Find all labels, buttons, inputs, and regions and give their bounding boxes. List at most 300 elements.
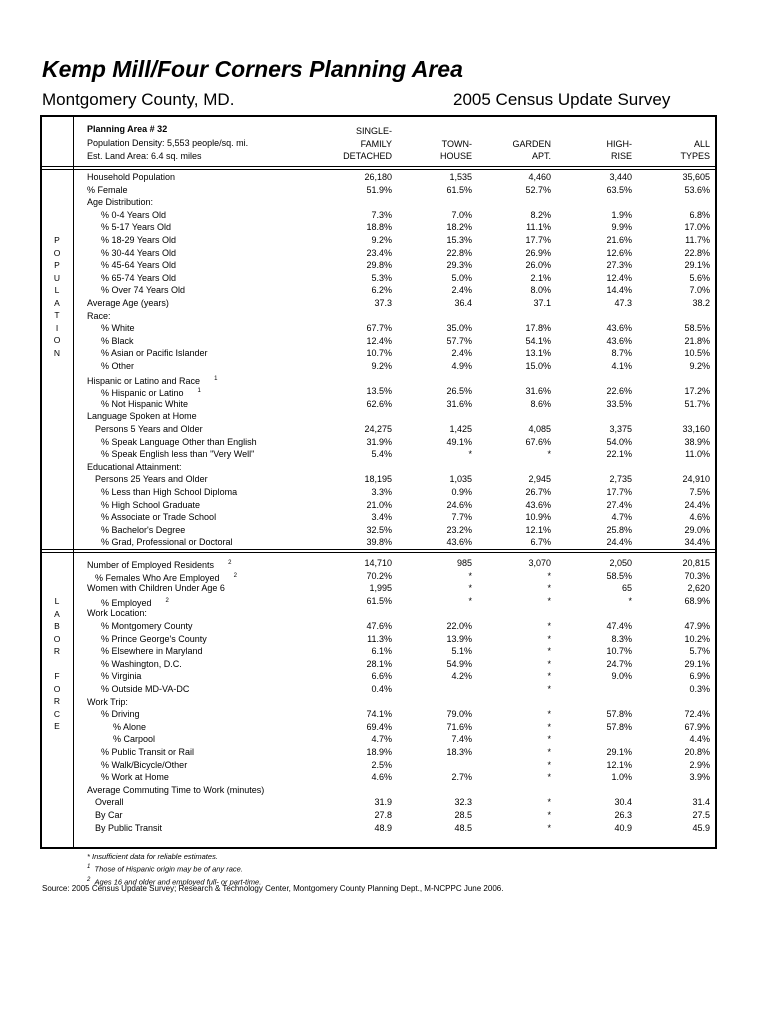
row-value: 26,180 [364, 172, 392, 182]
table-row [0, 784, 768, 797]
table-row [0, 570, 768, 583]
side-letter: A [54, 608, 60, 619]
row-value: 11.1% [526, 222, 551, 233]
row-value: 2,945 [528, 474, 551, 485]
row-value: 45.9 [692, 822, 710, 833]
table-row [0, 385, 768, 398]
table-row [0, 633, 768, 646]
row-value: 23.4% [366, 247, 392, 258]
row-value: 54.1% [525, 335, 551, 346]
row-value: 22.6% [606, 386, 632, 397]
row-label: Language Spoken at Home [87, 411, 197, 422]
county-subtitle: Montgomery County, MD. [42, 90, 235, 109]
row-value: 20,815 [682, 558, 710, 568]
row-value: 0.3% [689, 684, 710, 694]
row-value: 3.4% [371, 512, 392, 523]
row-label: % Washington, D.C. [101, 658, 182, 669]
row-value: 7.0% [689, 285, 710, 296]
table-row [0, 284, 768, 297]
row-label: % Over 74 Years Old [101, 285, 186, 296]
row-value: * [547, 684, 551, 694]
side-letter: N [53, 347, 61, 358]
row-value: 29.1% [684, 260, 710, 271]
table-row [0, 373, 768, 386]
row-label: % Elsewhere in Maryland [101, 646, 203, 657]
table-row [0, 733, 768, 746]
row-value: 43.6% [606, 335, 632, 346]
row-label: % 30-44 Years Old [101, 247, 177, 258]
row-value: 51.9% [366, 184, 392, 195]
row-value: 17.7% [525, 235, 551, 245]
row-label: % Females Who Are Employed $^2$ [95, 572, 237, 583]
table-row [0, 184, 768, 197]
row-value: 27.5 [692, 810, 710, 820]
row-label: Persons 5 Years and Older [95, 424, 203, 434]
row-value: 69.4% [366, 721, 392, 732]
col-header-high-rise: HIGH- RISE [606, 138, 632, 161]
row-value: 9.2% [371, 235, 392, 245]
row-value: 7.4% [451, 734, 472, 745]
row-value: * [547, 621, 551, 631]
row-value: 33,160 [682, 424, 710, 434]
row-label: % Hispanic or Latino $^1$ [101, 388, 201, 399]
row-value: 4.6% [371, 772, 392, 783]
row-value: 26.3 [614, 810, 632, 820]
row-value: 1,995 [369, 583, 392, 594]
row-value: 4.7% [371, 734, 392, 745]
row-value: 35,605 [682, 172, 710, 182]
row-value: 74.1% [366, 709, 392, 720]
side-letter: P [54, 260, 60, 270]
row-value: * [547, 449, 551, 460]
row-value: 26.9% [525, 247, 551, 258]
row-value: 12.1% [525, 524, 551, 535]
row-label: % Outside MD-VA-DC [101, 684, 190, 694]
row-value: 26.0% [525, 260, 551, 271]
row-value: 29.0% [684, 524, 710, 535]
row-value: * [547, 734, 551, 745]
side-letter: R [53, 646, 61, 656]
row-value: 21.8% [684, 335, 710, 346]
table-row [0, 423, 768, 436]
row-value: 2.4% [451, 285, 472, 296]
row-label: % Employed $^2$ [101, 597, 169, 608]
row-value: 12.4% [606, 272, 632, 283]
row-value: 49.1% [446, 436, 472, 447]
row-label: % Black [101, 335, 134, 346]
row-value: 22.8% [684, 247, 710, 258]
land-area-label: Est. Land Area: 6.4 sq. miles [87, 151, 202, 161]
row-value: 2,620 [687, 583, 710, 594]
row-value: 985 [456, 558, 472, 568]
row-label: Age Distribution: [87, 197, 154, 208]
row-value: 15.3% [446, 235, 472, 245]
table-row [0, 297, 768, 310]
table-row [0, 822, 768, 835]
row-value: 32.5% [366, 524, 392, 535]
survey-subtitle: 2005 Census Update Survey [453, 90, 671, 109]
row-label: By Public Transit [95, 822, 163, 833]
side-letter: C [53, 708, 61, 719]
row-value: 4.9% [451, 361, 472, 371]
table-row [0, 360, 768, 373]
footnote-marker: 2 [233, 572, 237, 579]
table-row [0, 607, 768, 620]
row-value: 22.8% [446, 247, 472, 258]
row-value: 37.1 [533, 298, 551, 308]
row-value: 25.8% [606, 524, 632, 535]
row-value: 35.0% [446, 323, 472, 334]
row-label: % Montgomery County [101, 621, 193, 631]
row-value: 10.9% [525, 512, 551, 523]
footnotes [87, 851, 261, 887]
row-value: 63.5% [606, 184, 632, 195]
row-label: % Bachelor's Degree [101, 524, 186, 535]
row-value: * [468, 595, 472, 606]
row-value: 38.2 [692, 298, 710, 308]
row-value: 4.6% [689, 512, 710, 523]
row-value: 32.3 [454, 797, 472, 808]
row-value: 2.5% [371, 759, 392, 770]
row-value: 29.3% [446, 260, 472, 271]
row-value: 15.0% [525, 361, 551, 371]
side-letter: U [53, 272, 61, 283]
row-value: 70.3% [684, 570, 710, 581]
row-value: 22.0% [446, 621, 472, 631]
row-label: % Less than High School Diploma [101, 487, 238, 497]
table-row [0, 759, 768, 772]
row-label: Hispanic or Latino and Race $^1$ [87, 375, 218, 386]
row-label: % Other [101, 361, 135, 371]
row-value: 58.5% [684, 323, 710, 334]
row-value: 52.7% [525, 184, 551, 195]
row-value: * [547, 570, 551, 581]
row-label: Work Trip: [87, 696, 128, 707]
row-value: 18.9% [366, 747, 392, 757]
row-value: 11.3% [367, 633, 392, 644]
row-label: % White [101, 323, 135, 334]
row-label: % High School Graduate [101, 499, 201, 510]
row-value: 24,275 [364, 424, 392, 434]
row-value: 20.8% [684, 747, 710, 757]
row-value: * [628, 595, 632, 606]
table-row [0, 645, 768, 658]
row-value: 28.1% [366, 658, 392, 669]
row-value: 31.6% [446, 398, 472, 409]
row-value: 14,710 [364, 558, 392, 568]
row-value: 67.7% [366, 323, 392, 334]
table-row [0, 809, 768, 822]
table-row [0, 209, 768, 222]
row-value: 43.6% [606, 323, 632, 334]
table-row [0, 247, 768, 260]
row-value: 4,085 [528, 424, 551, 434]
table-row [0, 436, 768, 449]
row-value: 4.4% [689, 734, 710, 745]
row-value: 2.4% [451, 348, 472, 359]
row-label: Overall [95, 797, 124, 808]
table-row [0, 721, 768, 734]
row-value: 3,375 [609, 424, 632, 434]
table-row [0, 582, 768, 595]
row-label: By Car [95, 810, 123, 820]
row-value: 27.8 [374, 810, 392, 820]
side-letter: R [53, 696, 61, 706]
row-value: 2,735 [609, 474, 632, 485]
row-value: 53.6% [684, 184, 710, 195]
row-value: 51.7% [684, 398, 710, 409]
side-letter: T [54, 310, 60, 320]
row-label: % Female [87, 184, 128, 195]
row-label: % Virginia [101, 671, 142, 682]
row-value: 1,425 [449, 424, 472, 434]
row-value: 39.8% [366, 537, 392, 548]
table-row [0, 335, 768, 348]
row-value: 6.7% [530, 537, 551, 548]
row-label: % Walk/Bicycle/Other [101, 759, 188, 770]
row-value: 24.6% [446, 499, 472, 510]
table-row [0, 473, 768, 486]
row-value: 38.9% [684, 436, 710, 447]
row-value: 12.1% [606, 759, 632, 770]
row-value: 67.9% [684, 721, 710, 732]
col-header-townhouse: TOWN- HOUSE [439, 138, 472, 161]
row-value: 12.4% [366, 335, 392, 346]
row-label: Work Location: [87, 608, 147, 619]
row-value: 58.5% [606, 570, 632, 581]
row-value: 3,440 [609, 172, 632, 182]
row-value: 47.4% [606, 621, 632, 631]
row-value: 2.1% [530, 272, 551, 283]
side-letter: P [54, 235, 60, 245]
row-value: 71.6% [446, 721, 472, 732]
row-value: 9.0% [611, 671, 632, 682]
row-value: 10.2% [684, 633, 710, 644]
row-value: 54.9% [446, 658, 472, 669]
row-value: 57.7% [446, 335, 472, 346]
table-row [0, 310, 768, 323]
row-value: * [547, 721, 551, 732]
row-value: 6.8% [689, 209, 710, 220]
row-value: 54.0% [606, 436, 632, 447]
footnote-insufficient: * Insufficient data for reliable estimates. [87, 852, 218, 861]
row-value: 10.7% [606, 646, 632, 657]
row-value: 70.2% [366, 570, 392, 581]
table-row [0, 448, 768, 461]
row-value: 26.5% [446, 386, 472, 397]
row-label: Average Age (years) [87, 298, 169, 308]
row-value: 9.9% [611, 222, 632, 233]
side-letter: L [54, 285, 60, 295]
table-row [0, 620, 768, 633]
row-label: % Driving [101, 709, 140, 720]
row-value: 7.5% [689, 487, 710, 497]
side-letter: I [55, 322, 59, 333]
row-value: 10.7% [366, 348, 392, 359]
row-label: Educational Attainment: [87, 461, 182, 472]
table-row [0, 658, 768, 671]
row-value: 5.4% [371, 449, 392, 460]
row-value: 43.6% [525, 499, 551, 510]
row-value: 7.7% [451, 512, 472, 523]
col-header-garden-apt: GARDEN APT. [512, 138, 551, 161]
col-header-single-family: SINGLE- FAMILY DETACHED [343, 126, 392, 161]
row-value: 6.9% [689, 671, 710, 682]
side-letter: A [54, 297, 60, 308]
row-label: % 18-29 Years Old [101, 235, 177, 245]
table-row [0, 398, 768, 411]
row-label: % Public Transit or Rail [101, 747, 195, 757]
table-row [0, 196, 768, 209]
row-value: 33.5% [606, 398, 632, 409]
row-value: 18.3% [446, 747, 472, 757]
row-label: % Speak English less than "Very Well" [101, 449, 255, 460]
side-letter: E [54, 721, 60, 731]
row-value: 24.4% [606, 537, 632, 548]
footnote-1: $^1$ Those of Hispanic origin may be of any race. [87, 864, 243, 874]
row-value: 5.1% [451, 646, 472, 657]
row-value: 57.8% [606, 721, 632, 732]
row-value: 31.6% [525, 386, 551, 397]
row-value: 11.7% [685, 235, 710, 245]
row-value: 17.7% [606, 487, 632, 497]
row-value: 4.1% [611, 361, 632, 371]
table-row [0, 670, 768, 683]
row-value: 18.2% [446, 222, 472, 233]
row-label: % Speak Language Other than English [101, 436, 257, 447]
row-value: 18.8% [366, 222, 392, 233]
row-value: 1.0% [611, 772, 632, 783]
footnote-marker: 1 [197, 388, 201, 395]
row-label: % Associate or Trade School [101, 512, 217, 523]
row-value: 57.8% [606, 709, 632, 720]
row-value: 65 [621, 583, 632, 594]
row-value: * [468, 583, 472, 594]
row-value: 8.3% [611, 633, 632, 644]
footnote-2: $^2$ Ages 16 and older and employed full- or part-time. [87, 876, 262, 886]
row-value: 9.2% [371, 361, 392, 371]
row-value: 79.0% [446, 709, 472, 720]
row-value: 21.0% [366, 499, 392, 510]
row-value: 29.1% [606, 747, 632, 757]
row-value: 9.2% [689, 361, 710, 371]
row-value: 5.6% [689, 272, 710, 283]
row-value: * [547, 772, 551, 783]
row-value: 5.3% [371, 272, 392, 283]
row-value: * [547, 646, 551, 657]
row-value: 26.7% [525, 487, 551, 497]
row-value: 31.9% [366, 436, 392, 447]
row-value: * [547, 822, 551, 833]
row-value: 6.2% [371, 285, 392, 296]
side-letter: B [54, 621, 60, 631]
table-row [0, 595, 768, 608]
table-row [0, 347, 768, 360]
table-row [0, 557, 768, 570]
density-label: Population Density: 5,553 people/sq. mi. [87, 138, 249, 148]
page-title: Kemp Mill/Four Corners Planning Area [42, 56, 463, 82]
side-letter: O [53, 247, 61, 258]
row-label: Women with Children Under Age 6 [87, 583, 225, 594]
row-value: 27.3% [606, 260, 632, 271]
row-label: % Grad, Professional or Doctoral [101, 537, 233, 548]
row-label: % 45-64 Years Old [101, 260, 177, 271]
row-value: 67.6% [525, 436, 551, 447]
row-label: % Alone [113, 721, 147, 732]
row-value: 29.8% [366, 260, 392, 271]
row-value: 22.1% [606, 449, 632, 460]
row-value: * [547, 671, 551, 682]
section-rule [40, 549, 717, 553]
side-letter: O [53, 683, 61, 694]
row-value: 47.9% [684, 621, 710, 631]
table-row [0, 171, 768, 184]
row-value: 1.9% [611, 209, 632, 220]
table-row [0, 771, 768, 784]
table-row [0, 461, 768, 474]
row-value: 31.4 [692, 797, 710, 808]
row-value: 72.4% [684, 709, 710, 720]
row-value: * [547, 797, 551, 808]
row-value: 48.5 [454, 822, 472, 833]
row-value: 48.9 [374, 822, 392, 833]
table-row [0, 796, 768, 809]
row-value: * [468, 570, 472, 581]
row-value: 1,035 [449, 474, 472, 485]
row-value: 5.0% [451, 272, 472, 283]
col-header-all-types: ALL TYPES [680, 138, 710, 161]
row-label: Race: [87, 310, 111, 321]
row-value: 17.0% [684, 222, 710, 233]
row-value: 31.9 [374, 797, 392, 808]
row-value: 47.6% [366, 621, 392, 631]
row-value: 0.4% [371, 684, 392, 694]
row-value: 68.9% [684, 595, 710, 606]
table-row [0, 221, 768, 234]
side-letter: O [53, 633, 61, 644]
row-value: 11.0% [685, 449, 710, 460]
table-row [0, 696, 768, 709]
row-value: 6.1% [371, 646, 392, 657]
table-row [0, 486, 768, 499]
table-row [0, 746, 768, 759]
row-value: 8.2% [530, 209, 551, 220]
row-value: * [547, 747, 551, 757]
row-value: * [468, 449, 472, 460]
row-value: 61.5% [446, 184, 472, 195]
side-letter: F [54, 671, 60, 681]
row-label: % Carpool [113, 734, 156, 745]
row-value: 4.2% [451, 671, 472, 682]
row-value: 27.4% [606, 499, 632, 510]
row-value: 8.7% [611, 348, 632, 359]
table-row [0, 499, 768, 512]
table-row [0, 524, 768, 537]
row-value: 8.6% [530, 398, 551, 409]
row-value: 10.5% [684, 348, 710, 359]
row-value: * [547, 633, 551, 644]
row-label: Household Population [87, 172, 176, 182]
row-value: 0.9% [451, 487, 472, 497]
row-value: 47.3 [614, 298, 632, 308]
footnote-marker: 1 [214, 375, 218, 382]
row-value: * [547, 709, 551, 720]
row-value: 13.1% [525, 348, 551, 359]
row-label: % Not Hispanic White [101, 398, 189, 409]
row-value: 14.4% [606, 285, 632, 296]
row-label: Average Commuting Time to Work (minutes) [87, 784, 265, 795]
row-value: * [547, 658, 551, 669]
